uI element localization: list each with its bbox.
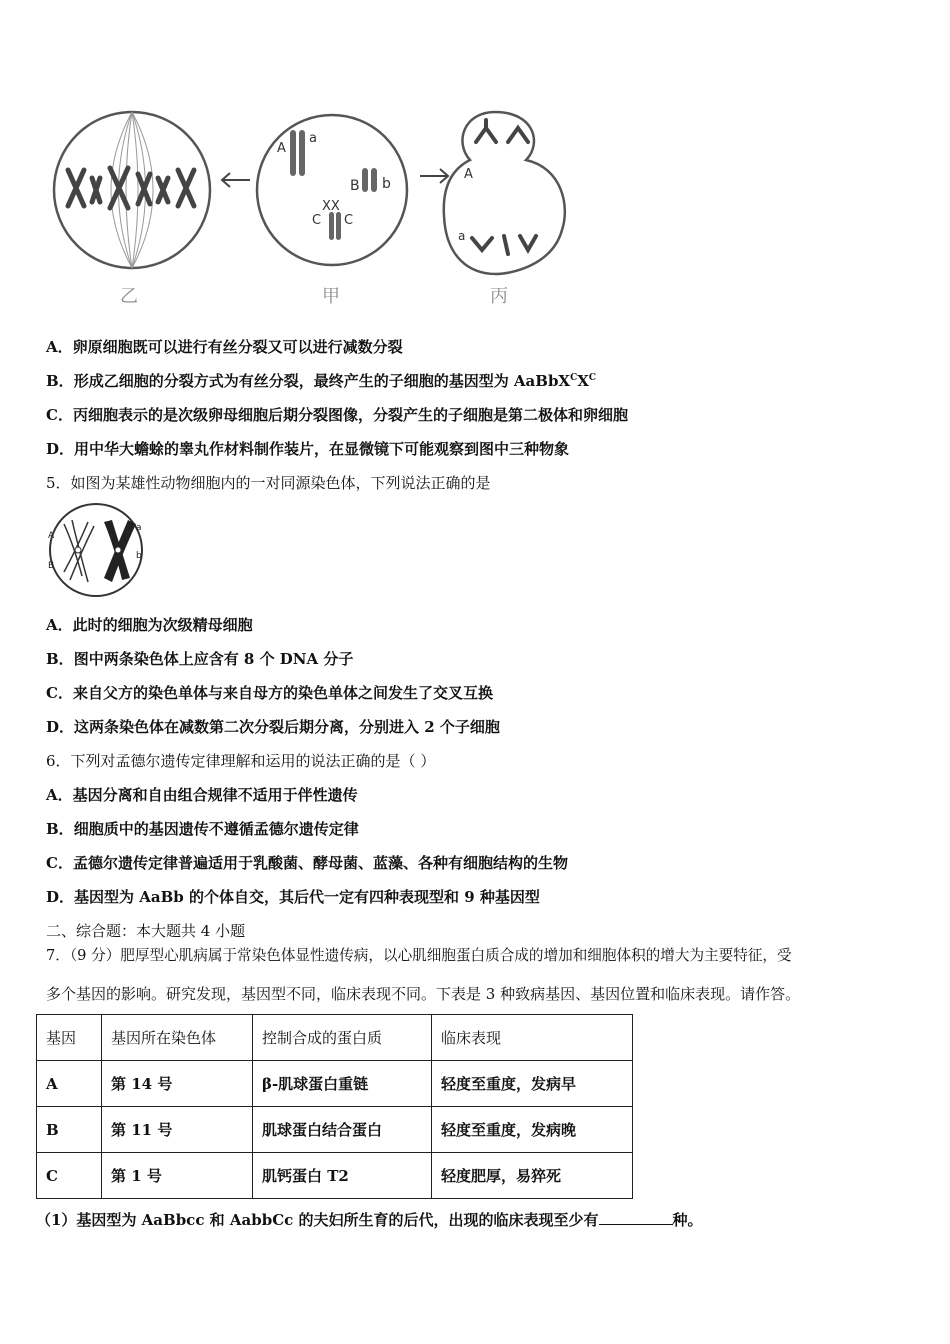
arrow-left-icon	[222, 173, 250, 187]
table-cell: 轻度至重度，发病早	[432, 1061, 633, 1107]
table-cell: 肌球蛋白结合蛋白	[253, 1107, 432, 1153]
gene-label: a	[458, 229, 466, 243]
table-cell: β-肌球蛋白重链	[253, 1061, 432, 1107]
table-row	[37, 1061, 633, 1107]
table-cell: A	[37, 1061, 102, 1107]
q5-stem: 5．如图为某雄性动物细胞内的一对同源染色体，下列说法正确的是	[46, 474, 491, 492]
cell-label-bing: 丙	[490, 286, 508, 307]
homologous-chromosome-figure	[44, 502, 148, 598]
q4-option-a: A．卵原细胞既可以进行有丝分裂又可以进行减数分裂	[46, 338, 403, 356]
gene-label: A	[277, 141, 286, 156]
table-header: 控制合成的蛋白质	[253, 1015, 432, 1061]
cell-yi	[54, 112, 210, 268]
gene-label: b	[382, 176, 391, 192]
section-title: 二、综合题：本大题共 4 小题	[46, 922, 246, 940]
table-cell: 第 14 号	[102, 1061, 253, 1107]
q5-option-a: A．此时的细胞为次级精母细胞	[46, 616, 253, 634]
cell-label-jia: 甲	[322, 286, 340, 307]
table-row	[37, 1153, 633, 1199]
gene-label: A	[48, 531, 55, 541]
q5-option-d: D．这两条染色体在减数第二次分裂后期分离，分别进入 2 个子细胞	[46, 718, 500, 736]
q6-option-a: A．基因分离和自由组合规律不适用于伴性遗传	[46, 786, 358, 804]
table-row	[37, 1107, 633, 1153]
q4-option-d: D．用中华大蟾蜍的睾丸作材料制作装片，在显微镜下可能观察到图中三种物象	[46, 440, 570, 458]
q6-option-b: B．细胞质中的基因遗传不遵循孟德尔遗传定律	[46, 820, 359, 838]
table-cell: C	[37, 1153, 102, 1199]
gene-label: B	[48, 561, 55, 571]
q6-option-d: D．基因型为 AaBb 的个体自交，其后代一定有四种表现型和 9 种基因型	[46, 888, 540, 906]
table-cell: 第 11 号	[102, 1107, 253, 1153]
q7-stem-line2: 多个基因的影响。研究发现，基因型不同，临床表现不同。下表是 3 种致病基因、基因位置和临床表现。请作答。	[46, 985, 801, 1003]
q7-stem-line1: 7．（9 分）肥厚型心肌病属于常染色体显性遗传病，以心肌细胞蛋白质合成的增加和细胞体积的增大为主要特征，受	[46, 947, 792, 964]
q4-option-b: B．形成乙细胞的分裂方式为有丝分裂，最终产生的子细胞的基因型为 $AaBbX^CX^C$	[46, 372, 597, 390]
q5-option-c: C．来自父方的染色单体与来自母方的染色单体之间发生了交叉互换	[46, 684, 493, 702]
meiosis-figure	[50, 98, 580, 308]
gene-label: C	[312, 213, 322, 228]
arrow-right-icon	[420, 169, 448, 183]
table-cell: 第 1 号	[102, 1153, 253, 1199]
table-cell: 轻度肥厚，易猝死	[432, 1153, 633, 1199]
gene-label: b	[136, 551, 142, 561]
gene-label: C	[344, 213, 354, 228]
table-header: 基因	[37, 1015, 102, 1061]
gene-label: a	[309, 131, 317, 146]
gene-label: a	[136, 523, 142, 533]
gene-label: A	[464, 167, 473, 182]
cell-bing	[444, 112, 565, 274]
table-header: 临床表现	[432, 1015, 633, 1061]
gene-label: B	[350, 178, 360, 194]
gene-label: XX	[322, 199, 340, 214]
table-cell: B	[37, 1107, 102, 1153]
q5-option-b: B．图中两条染色体上应含有 8 个 DNA 分子	[46, 650, 354, 668]
table-header-row	[37, 1015, 633, 1061]
gene-table	[36, 1014, 633, 1199]
q4-option-c: C．丙细胞表示的是次级卵母细胞后期分裂图像，分裂产生的子细胞是第二极体和卵细胞	[46, 406, 628, 424]
cell-jia	[257, 115, 407, 265]
answer-blank[interactable]	[599, 1210, 673, 1225]
table-header: 基因所在染色体	[102, 1015, 253, 1061]
q7-sub1: （1）基因型为 AaBbcc 和 AabbCc 的夫妇所生育的后代，出现的临床表现至少有 种。	[36, 1211, 703, 1229]
cell-label-yi: 乙	[120, 286, 138, 307]
q6-stem: 6．下列对孟德尔遗传定律理解和运用的说法正确的是（ ）	[46, 752, 436, 770]
table-cell: 轻度至重度，发病晚	[432, 1107, 633, 1153]
q6-option-c: C．孟德尔遗传定律普遍适用于乳酸菌、酵母菌、蓝藻、各种有细胞结构的生物	[46, 854, 568, 872]
table-cell: 肌钙蛋白 T2	[253, 1153, 432, 1199]
